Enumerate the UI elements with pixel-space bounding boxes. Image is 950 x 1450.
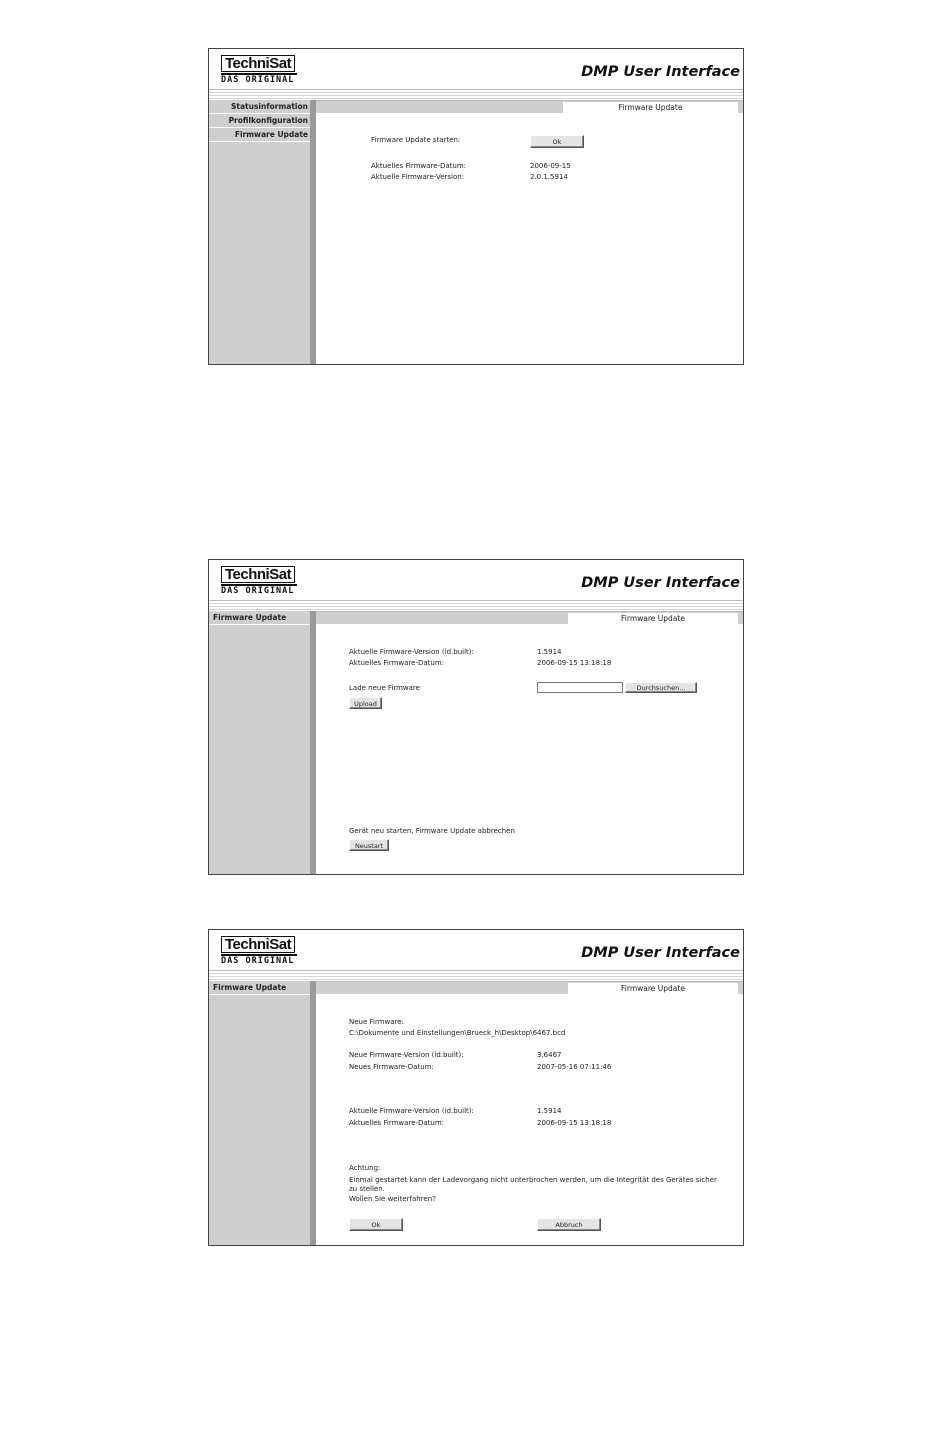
firmware-date-value: 2006-09-15 13:18:18 [537,659,612,667]
ok-button[interactable]: Ok [530,135,584,148]
firmware-version-label: Aktuelle Firmware-Version: [371,173,465,181]
firmware-version-value: 2.0.1.5914 [530,173,568,181]
logo-wordmark: TechniSat [221,936,295,953]
tab-firmware-update[interactable]: Firmware Update [568,613,738,624]
new-version-value: 3.6467 [537,1051,562,1059]
warning-text: Einmal gestartet kann der Ladevorgang nicht unterbrochen werden, um die Integrität des Gerätes sicher [349,1176,717,1184]
browse-button[interactable]: Durchsuchen... [625,682,697,693]
logo-slogan: DAS ORIGINAL [221,956,295,966]
new-date-value: 2007-05-16 07:11:46 [537,1063,612,1071]
new-date-label: Neues Firmware-Datum: [349,1063,434,1071]
app-title: DMP User Interface [581,945,740,961]
sidebar-item-firmware-update[interactable]: Firmware Update [209,611,310,625]
logo-wordmark: TechniSat [221,55,295,72]
tab-bar [316,101,743,113]
new-firmware-path: C:\Dokumente und Einstellungen\Brueck_h\Desktop\6467.bcd [349,1029,566,1037]
sidebar [209,981,310,1245]
firmware-date-label: Aktuelles Firmware-Datum: [349,659,445,667]
current-date-label: Aktuelles Firmware-Datum: [349,1119,445,1127]
sidebar-item-firmware-update[interactable]: Firmware Update [209,128,310,142]
panel-firmware-status [208,48,744,365]
current-date-value: 2006-09-15 13:18:18 [537,1119,612,1127]
continue-question: Wollen Sie weiterfahren? [349,1195,436,1203]
warning-text-cont: zu stellen. [349,1185,385,1193]
app-title: DMP User Interface [581,64,740,80]
header [209,49,743,89]
header [209,930,743,970]
firmware-file-input[interactable] [537,682,623,693]
firmware-date-value: 2006-09-15 [530,162,571,170]
ok-button[interactable]: Ok [349,1218,403,1231]
logo-wordmark: TechniSat [221,566,295,583]
upload-button[interactable]: Upload [349,697,382,709]
panel-firmware-upload [208,559,744,875]
current-version-value: 1.5914 [537,1107,562,1115]
firmware-date-label: Aktuelles Firmware-Datum: [371,162,467,170]
main-content [316,981,743,1245]
tab-bar [316,982,743,994]
cancel-button[interactable]: Abbruch [537,1218,601,1231]
sidebar-item-firmware-update[interactable]: Firmware Update [209,981,310,995]
new-version-label: Neue Firmware-Version (id.built): [349,1051,464,1059]
logo-slogan: DAS ORIGINAL [221,586,295,596]
sidebar [209,611,310,874]
restart-label: Gerät neu starten, Firmware Update abbrechen [349,827,515,835]
sidebar-item-statusinformation[interactable]: Statusinformation [209,100,310,114]
header [209,560,743,600]
technisat-logo [221,53,297,85]
technisat-logo [221,564,297,596]
tab-firmware-update[interactable]: Firmware Update [568,983,738,994]
tab-firmware-update[interactable]: Firmware Update [563,102,738,113]
panel-firmware-confirm [208,929,744,1246]
start-update-label: Firmware Update starten: [371,136,461,144]
main-content [316,611,743,874]
warning-title: Achtung: [349,1164,381,1172]
sidebar-item-profilkonfiguration[interactable]: Profilkonfiguration [209,114,310,128]
app-title: DMP User Interface [581,575,740,591]
new-firmware-label: Neue Firmware: [349,1018,404,1026]
firmware-version-label: Aktuelle Firmware-Version (id.built): [349,648,474,656]
logo-slogan: DAS ORIGINAL [221,75,295,85]
sidebar [209,100,310,364]
restart-button[interactable]: Neustart [349,839,389,851]
technisat-logo [221,934,297,966]
load-firmware-label: Lade neue Firmware [349,684,420,692]
current-version-label: Aktuelle Firmware-Version (id.built): [349,1107,474,1115]
tab-bar [316,612,743,624]
main-content [316,100,743,364]
firmware-version-value: 1.5914 [537,648,562,656]
